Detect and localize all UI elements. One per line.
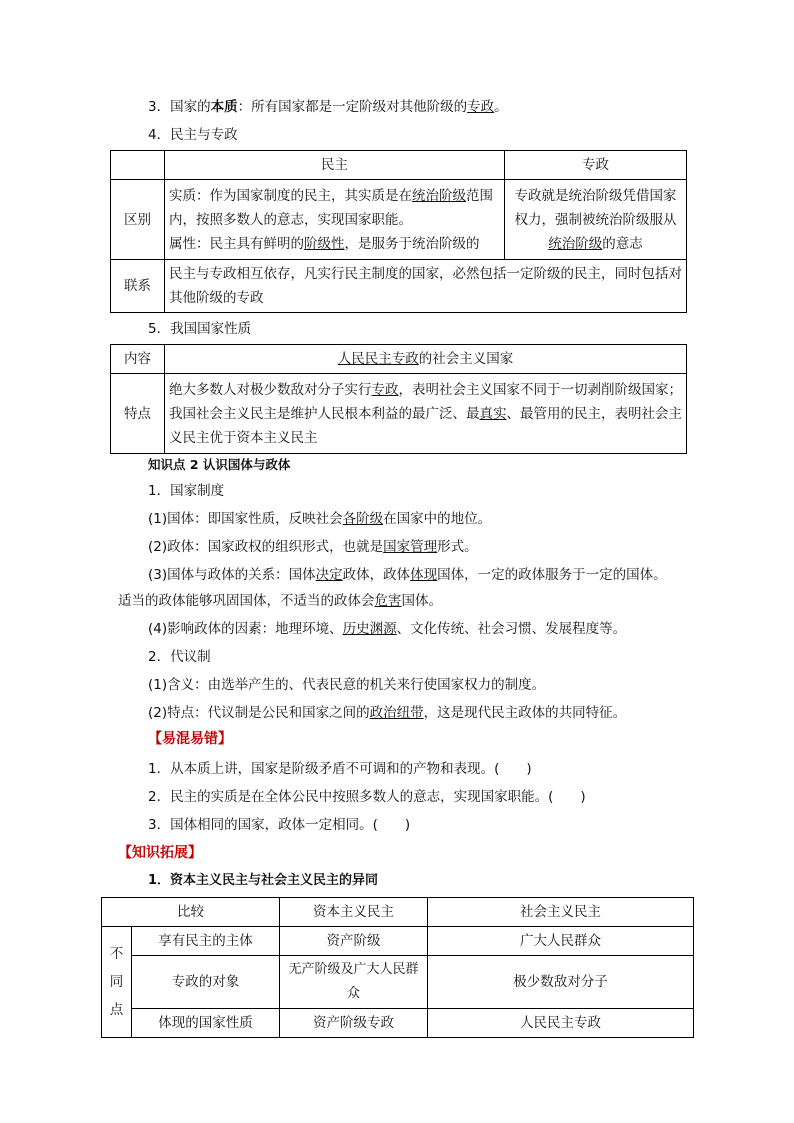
table3-row-item: 享有民主的主体 <box>132 927 280 956</box>
table3-side-label: 不同点 <box>102 927 132 1038</box>
table3-row-capitalist: 无产阶级及广大人民群众 <box>280 956 428 1009</box>
table3-row-socialist: 人民民主专政 <box>428 1009 694 1038</box>
table3-header-capitalist: 资本主义民主 <box>280 898 428 927</box>
error-question-1: 1．从本质上讲，国家是阶级矛盾不可调和的产物和表现。( ) <box>148 761 532 777</box>
representative-system-title: 2．代议制 <box>148 649 211 665</box>
line-features: (2)特点：代议制是公民和国家之间的政治纽带，这是现代民主政体的共同特征。 <box>148 705 627 721</box>
table2-label-content: 内容 <box>111 345 165 374</box>
table3-row-capitalist: 资产阶级 <box>280 927 428 956</box>
table1-dictatorship-cell: 专政就是统治阶级凭借国家权力，强制被统治阶级服从统治阶级的意志 <box>505 180 687 260</box>
table1-corner <box>111 151 165 180</box>
table3-row-socialist: 广大人民群众 <box>428 927 694 956</box>
table1-header-dictatorship: 专政 <box>505 151 687 180</box>
table3-row-item: 专政的对象 <box>132 956 280 1009</box>
section-4-title: 4．民主与专政 <box>148 127 238 143</box>
error-question-2: 2．民主的实质是在全体公民中按照多数人的意志，实现国家职能。( ) <box>148 789 586 805</box>
section-3-end: 。 <box>494 99 508 115</box>
section-3-pre: 国家的 <box>170 99 211 115</box>
table3-header-compare: 比较 <box>102 898 280 927</box>
democracy-comparison-table <box>101 897 694 1038</box>
table1-connection-cell: 民主与专政相互依存，凡实行民主制度的国家，必然包括一定阶级的民主，同时包括对其他阶级的专政 <box>165 260 687 313</box>
section-3-bold: 本质 <box>210 99 238 115</box>
table2-features-cell: 绝大多数人对极少数敌对分子实行专政，表明社会主义国家不同于一切剥削阶级国家；我国社会主义民主是维护人民根本利益的最广泛、最真实、最管用的民主，表明社会主义民主优于资本主义民主 <box>165 374 687 454</box>
section-5-title: 5．我国国家性质 <box>148 321 252 337</box>
table1-democracy-cell: 实质：作为国家制度的民主，其实质是在统治阶级范围内，按照多数人的意志，实现国家职能。 属性：民主具有鲜明的阶级性，是服务于统治阶级的 <box>165 180 505 260</box>
table1-header-democracy: 民主 <box>165 151 505 180</box>
state-system-title: 1．国家制度 <box>148 483 225 499</box>
line-government-form: (2)政体：国家政权的组织形式，也就是国家管理形式。 <box>148 539 478 555</box>
table3-row-item: 体现的国家性质 <box>132 1009 280 1038</box>
table3-header-socialist: 社会主义民主 <box>428 898 694 927</box>
democracy-dictatorship-table <box>110 150 687 313</box>
line-relationship: (3)国体与政体的关系：国体决定政体，政体体现国体，一定的政体服务于一定的国体。 <box>148 567 667 583</box>
table1-row-label-connection: 联系 <box>111 260 165 313</box>
national-nature-table <box>110 344 687 454</box>
knowledge-point-2-title: 知识点 2 认识国体与政体 <box>148 457 291 472</box>
line-relationship-cont: 适当的政体能够巩固国体，不适当的政体会危害国体。 <box>118 593 442 609</box>
table2-content-cell: 人民民主专政的社会主义国家 <box>165 345 687 374</box>
section-3-underlined: 专政 <box>467 99 495 115</box>
table3-row-capitalist: 资产阶级专政 <box>280 1009 428 1038</box>
table1-row-label-difference: 区别 <box>111 180 165 260</box>
line-meaning: (1)含义：由选举产生的、代表民意的机关来行使国家权力的制度。 <box>148 677 546 693</box>
table3-row-socialist: 极少数敌对分子 <box>428 956 694 1009</box>
error-question-3: 3．国体相同的国家，政体一定相同。( ) <box>148 817 411 833</box>
expansion-subtitle: 1．资本主义民主与社会主义民主的异同 <box>148 873 379 888</box>
section-3-essence <box>148 98 508 116</box>
section-3-number: 3． <box>148 99 171 115</box>
line-influencing-factors: (4)影响政体的因素：地理环境、历史渊源、文化传统、社会习惯、发展程度等。 <box>148 621 627 637</box>
error-prone-heading: 【易混易错】 <box>148 731 232 747</box>
table2-label-features: 特点 <box>111 374 165 454</box>
section-3-text: ：所有国家都是一定阶级对其他阶级的 <box>237 99 468 115</box>
line-state-nature: (1)国体：即国家性质，反映社会各阶级在国家中的地位。 <box>148 511 492 527</box>
knowledge-expansion-heading: 【知识拓展】 <box>118 845 202 861</box>
